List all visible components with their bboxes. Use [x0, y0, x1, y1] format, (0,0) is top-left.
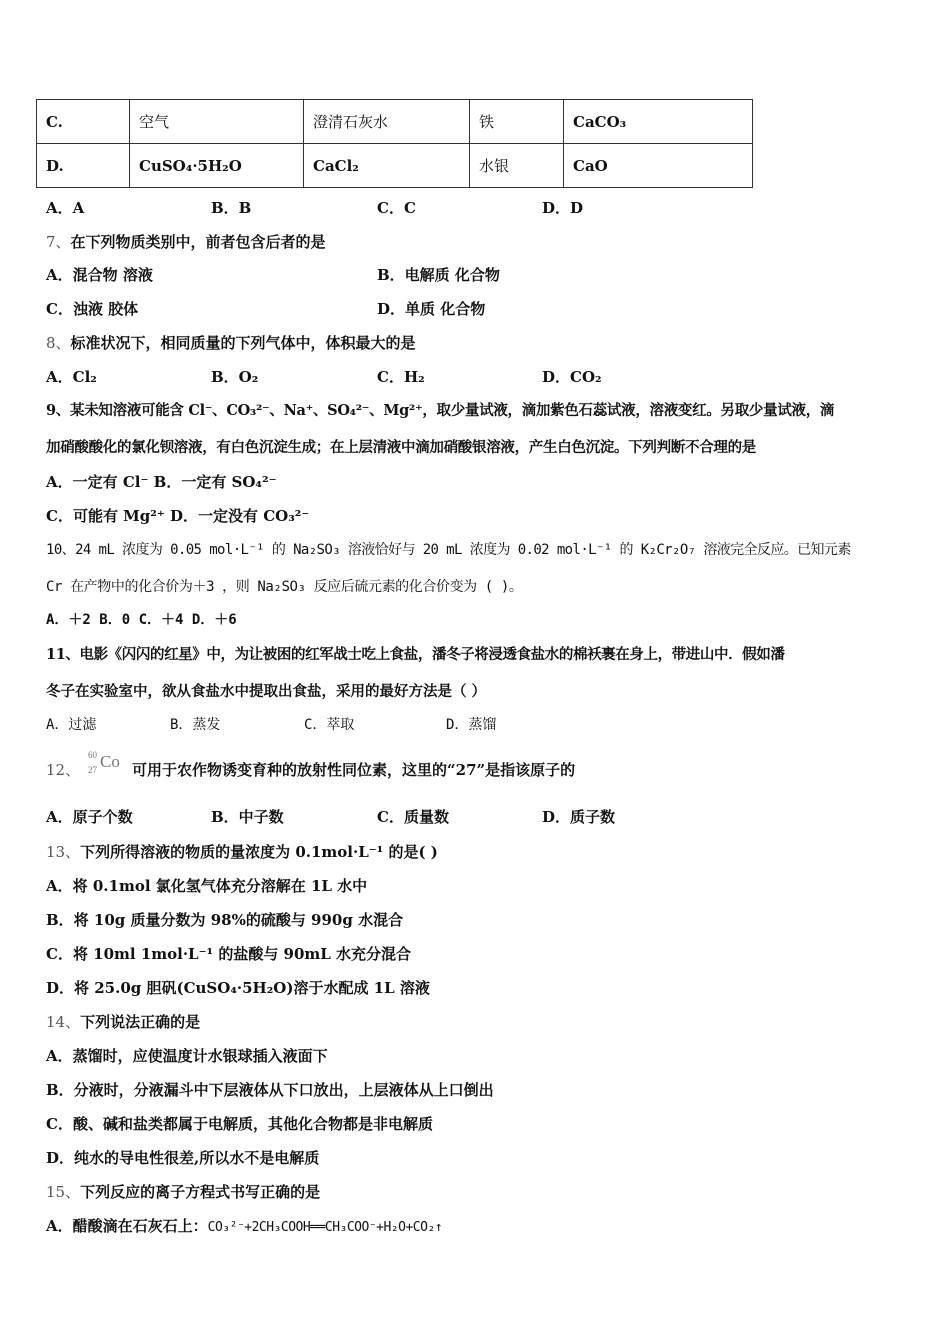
- option-d[interactable]: D．蒸馏: [446, 717, 497, 733]
- question-9: [46, 404, 834, 419]
- question-8: [46, 336, 416, 351]
- question-number: 9、: [46, 402, 70, 419]
- option-d[interactable]: D．将 25.0g 胆矾(CuSO₄·5H₂O)溶于水配成 1L 溶液: [46, 979, 430, 997]
- question-stem: 下列说法正确的是: [80, 1013, 201, 1031]
- table-cell-label: D.: [37, 144, 130, 188]
- options-line-2[interactable]: C．可能有 Mg²⁺ D．一定没有 CO₃²⁻: [46, 507, 310, 525]
- table-cell: CaCO₃: [564, 100, 753, 144]
- isotope-mass-number: 60: [88, 750, 97, 760]
- option-b[interactable]: B．将 10g 质量分数为 98%的硫酸与 990g 水混合: [46, 911, 404, 929]
- table-cell-label: C.: [37, 100, 130, 144]
- question-15: [46, 1185, 320, 1200]
- question-13: [46, 845, 438, 860]
- question-14: [46, 1015, 200, 1030]
- option-d[interactable]: D．单质 化合物: [377, 300, 486, 318]
- chemical-equation: CO₃²⁻+2CH₃COOH══CH₃COO⁻+H₂O+CO₂↑: [207, 1220, 443, 1235]
- option-c[interactable]: C．H₂: [377, 368, 425, 386]
- question-number: 11、: [46, 646, 80, 663]
- question-number: 8、: [46, 334, 71, 352]
- option-a[interactable]: A．混合物 溶液: [46, 266, 153, 284]
- option-b[interactable]: B．分液时，分液漏斗中下层液体从下口放出，上层液体从上口倒出: [46, 1081, 494, 1099]
- option-d[interactable]: D．纯水的导电性很差,所以水不是电解质: [46, 1149, 320, 1167]
- table-row: [37, 144, 753, 188]
- option-a[interactable]: A．Cl₂: [46, 368, 97, 386]
- question-number: 15、: [46, 1183, 81, 1201]
- option-c[interactable]: C．质量数: [377, 808, 449, 826]
- option-d[interactable]: D．CO₂: [542, 368, 602, 386]
- options-line-1[interactable]: A．一定有 Cl⁻ B．一定有 SO₄²⁻: [46, 473, 277, 491]
- option-c[interactable]: C．C: [377, 199, 416, 217]
- option-b[interactable]: B．蒸发: [170, 717, 221, 733]
- option-b[interactable]: B．中子数: [211, 808, 284, 826]
- question-stem: 标准状况下，相同质量的下列气体中，体积最大的是: [70, 334, 416, 352]
- question-stem-line-1: 某未知溶液可能含 Cl⁻、CO₃²⁻、Na⁺、SO₄²⁻、Mg²⁺，取少量试液，滴加紫色石蕊试液，溶液变红。另取少量试液，滴: [70, 402, 835, 419]
- question-7: [46, 235, 326, 250]
- question-stem-line-2: 加硝酸酸化的氯化钡溶液，有白色沉淀生成；在上层清液中滴加硝酸银溶液，产生白色沉淀。下列判断不合理的是: [46, 439, 756, 456]
- answer-table: [36, 99, 753, 188]
- table-cell: CuSO₄·5H₂O: [130, 144, 304, 188]
- question-stem: 可用于农作物诱变育种的放射性同位素，这里的“27”是指该原子的: [132, 761, 576, 779]
- option-d[interactable]: D．D: [542, 199, 584, 217]
- option-a[interactable]: [46, 1219, 442, 1234]
- option-d[interactable]: D．质子数: [542, 808, 616, 826]
- table-cell: CaCl₂: [304, 144, 470, 188]
- option-a[interactable]: A．蒸馏时，应使温度计水银球插入液面下: [46, 1047, 328, 1065]
- table-cell: 空气: [130, 100, 304, 144]
- question-number: 10、: [46, 542, 76, 558]
- question-11: [46, 648, 784, 663]
- options-line[interactable]: A．＋2 B．0 C．＋4 D．＋6: [46, 612, 237, 628]
- question-number: 13、: [46, 843, 81, 861]
- option-a[interactable]: A．A: [46, 199, 85, 217]
- question-number: 12、: [46, 761, 81, 779]
- question-stem-line-2: 冬子在实验室中，欲从食盐水中提取出食盐，采用的最好方法是（ ）: [46, 683, 487, 700]
- question-stem-line-1: 24 mL 浓度为 0.05 mol·L⁻¹ 的 Na₂SO₃ 溶液恰好与 20 mL 浓度为 0.02 mol·L⁻¹ 的 K₂Cr₂O₇ 溶液完全反应。已知元素: [75, 542, 851, 558]
- question-number: 7、: [46, 233, 71, 251]
- question-stem: 下列所得溶液的物质的量浓度为 0.1mol·L⁻¹ 的是( ): [80, 843, 438, 861]
- option-a-label: A．醋酸滴在石灰石上：: [46, 1217, 208, 1235]
- table-cell: 澄清石灰水: [304, 100, 470, 144]
- option-a[interactable]: A．原子个数: [46, 808, 133, 826]
- isotope-element: Co: [100, 752, 120, 771]
- question-10: [46, 543, 851, 557]
- question-stem-line-1: 电影《闪闪的红星》中，为让被困的红军战士吃上食盐，潘冬子将浸透食盐水的棉袄裹在身上，带进山中．假如潘: [79, 646, 785, 663]
- question-stem-line-2: Cr 在产物中的化合价为＋3 ，则 Na₂SO₃ 反应后硫元素的化合价变为 ( )。: [46, 579, 523, 595]
- question-stem: 在下列物质类别中，前者包含后者的是: [70, 233, 326, 251]
- table-cell: 铁: [470, 100, 564, 144]
- option-b[interactable]: B．电解质 化合物: [377, 266, 500, 284]
- isotope-atomic-number: 27: [88, 765, 97, 775]
- option-c[interactable]: C．酸、碱和盐类都属于电解质，其他化合物都是非电解质: [46, 1115, 433, 1133]
- option-b[interactable]: B．O₂: [211, 368, 259, 386]
- option-a[interactable]: A．将 0.1mol 氯化氢气体充分溶解在 1L 水中: [46, 877, 368, 895]
- option-a[interactable]: A．过滤: [46, 717, 97, 733]
- question-number: 14、: [46, 1013, 81, 1031]
- table-cell: CaO: [564, 144, 753, 188]
- table-row: [37, 100, 753, 144]
- option-c[interactable]: C．将 10ml 1mol·L⁻¹ 的盐酸与 90mL 水充分混合: [46, 945, 412, 963]
- question-stem: 下列反应的离子方程式书写正确的是: [80, 1183, 321, 1201]
- option-c[interactable]: C．浊液 胶体: [46, 300, 139, 318]
- option-c[interactable]: C．萃取: [304, 717, 355, 733]
- table-cell: 水银: [470, 144, 564, 188]
- option-b[interactable]: B．B: [211, 199, 252, 217]
